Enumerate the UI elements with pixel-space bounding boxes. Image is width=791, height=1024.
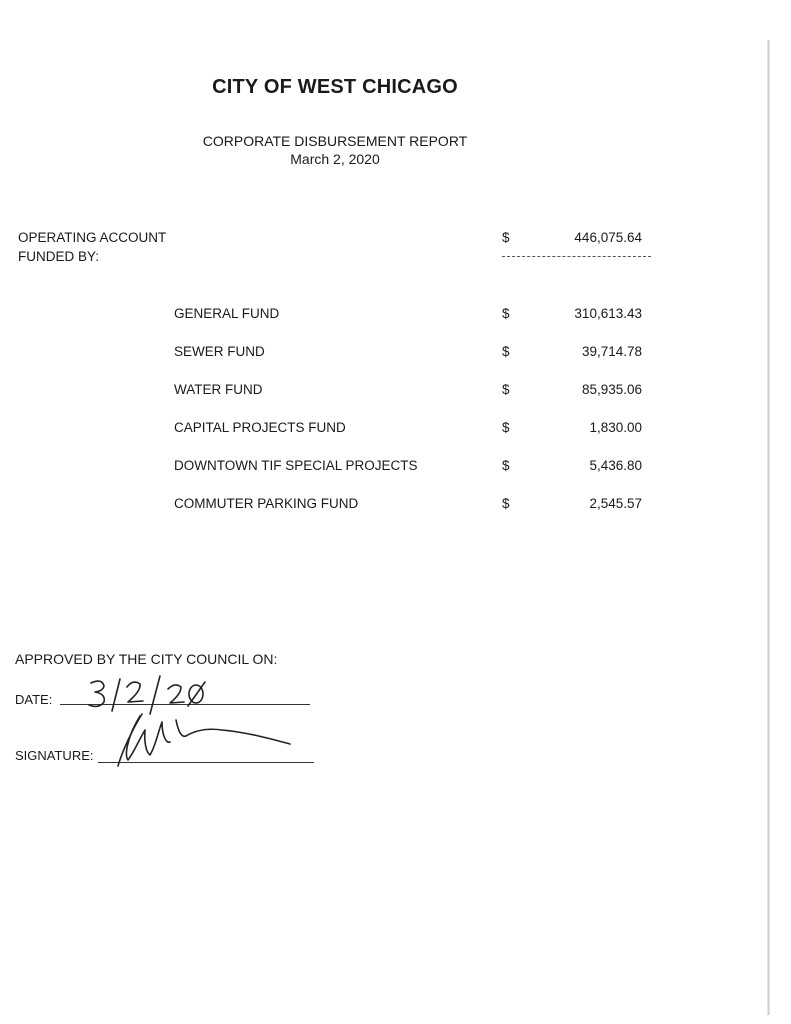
fund-amount: 5,436.80 [589,458,642,473]
signature-label: SIGNATURE: [15,748,94,763]
fund-amount: 39,714.78 [581,344,642,359]
fund-currency: $ [502,306,510,321]
operating-amount: 446,075.64 [574,230,642,245]
approval-heading: APPROVED BY THE CITY COUNCIL ON: [15,651,278,667]
operating-account-label: OPERATING ACCOUNT [18,230,167,245]
fund-amount: 310,613.43 [574,306,642,321]
handwritten-date [89,676,205,714]
fund-name: GENERAL FUND [174,306,280,321]
document-title: CITY OF WEST CHICAGO [212,76,458,98]
operating-currency: $ [502,230,510,245]
report-date: March 2, 2020 [290,151,380,167]
fund-amount: 2,545.57 [589,496,642,511]
fund-name: CAPITAL PROJECTS FUND [174,420,346,435]
fund-name: WATER FUND [174,382,263,397]
report-subtitle: CORPORATE DISBURSEMENT REPORT [202,133,468,149]
fund-currency: $ [502,496,510,511]
fund-currency: $ [502,382,510,397]
fund-currency: $ [502,420,510,435]
fund-currency: $ [502,458,510,473]
fund-name: COMMUTER PARKING FUND [174,496,359,511]
date-label: DATE: [15,692,53,707]
funded-by-label: FUNDED BY: [18,249,100,264]
fund-amount: 1,830.00 [589,420,642,435]
fund-amount: 85,935.06 [581,382,642,397]
fund-name: DOWNTOWN TIF SPECIAL PROJECTS [174,458,418,473]
handwritten-signature [118,714,290,766]
fund-currency: $ [502,344,510,359]
fund-name: SEWER FUND [174,344,265,359]
